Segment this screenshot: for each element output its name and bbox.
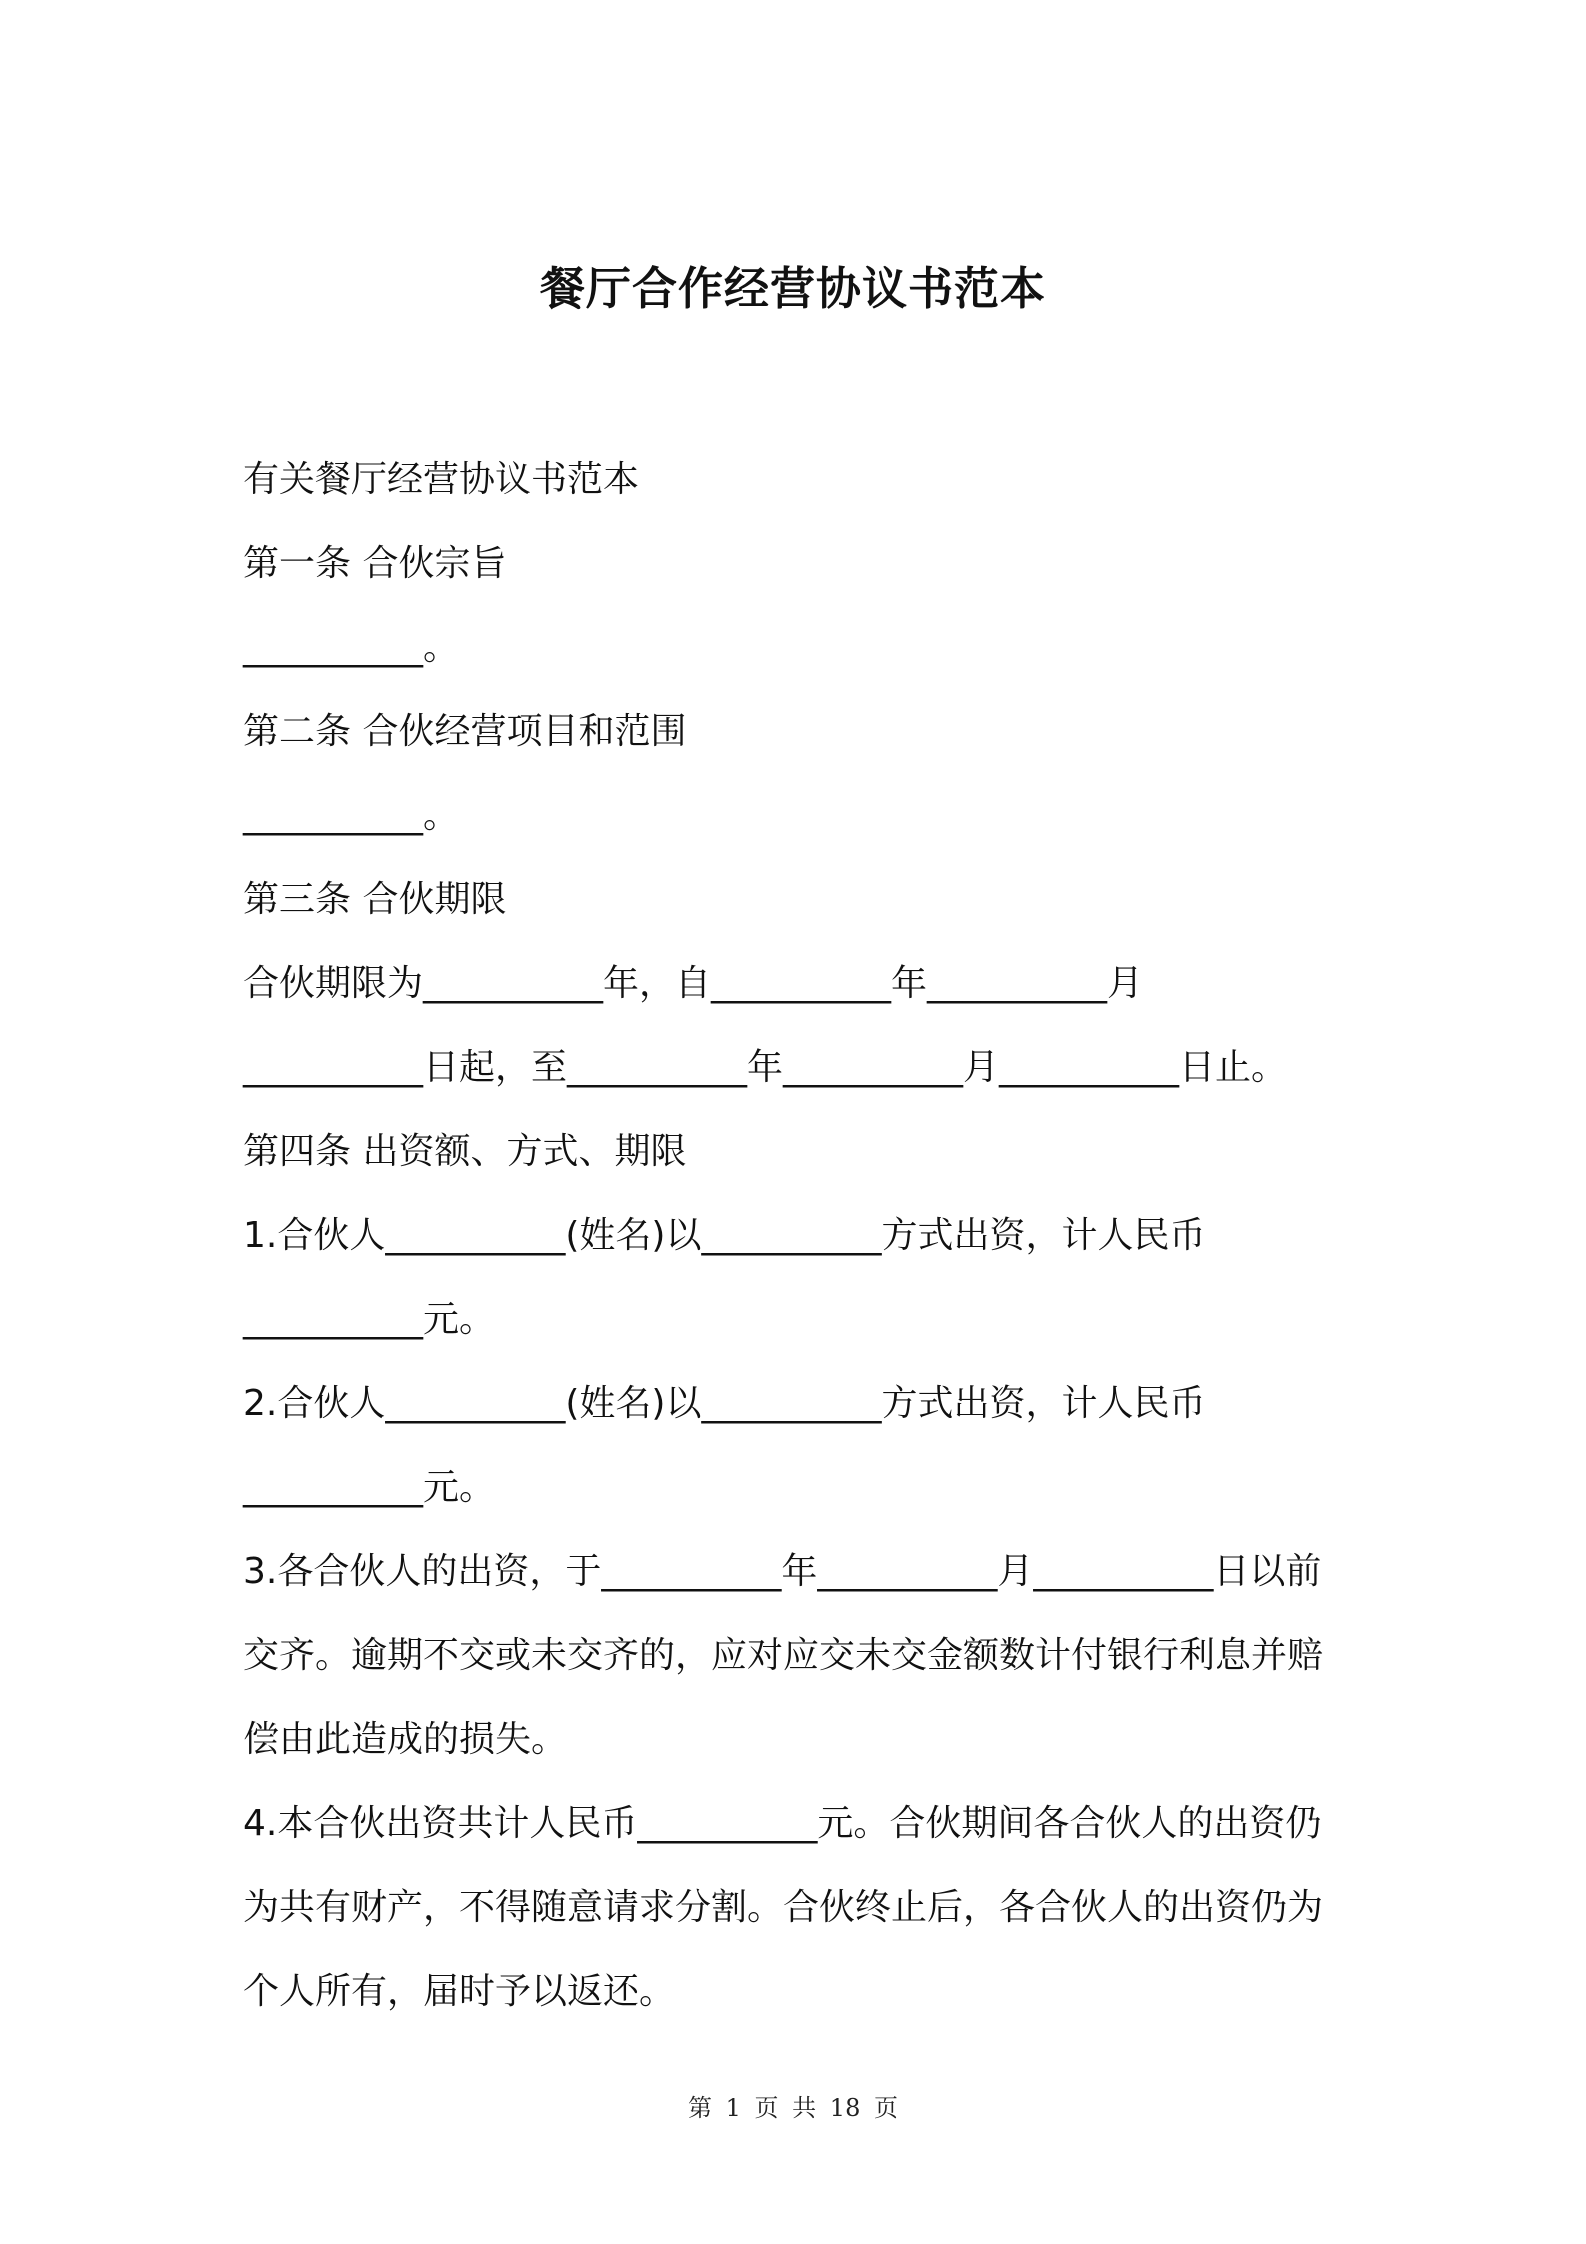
article-2-blank: __________。 bbox=[243, 795, 460, 836]
article-4-heading: 第四条 出资额、方式、期限 bbox=[243, 1131, 687, 1172]
article-4-item-2-line-2: __________元。 bbox=[243, 1467, 496, 1508]
article-4-item-1-line-2: __________元。 bbox=[243, 1299, 496, 1340]
intro-heading: 有关餐厅经营协议书范本 bbox=[243, 459, 640, 500]
article-4-item-3-line-2: 交齐。逾期不交或未交齐的，应对应交未交金额数计付银行利息并赔 bbox=[243, 1635, 1324, 1676]
article-4-item-4-line-3: 个人所有，届时予以返还。 bbox=[243, 1971, 676, 2012]
article-1-heading: 第一条 合伙宗旨 bbox=[243, 543, 507, 584]
article-4-item-4-line-1: 4.本合伙出资共计人民币__________元。合伙期间各合伙人的出资仍 bbox=[243, 1803, 1322, 1844]
article-1-blank: __________。 bbox=[243, 627, 460, 668]
document-title: 餐厅合作经营协议书范本 bbox=[539, 262, 1046, 315]
article-4-item-3-line-3: 偿由此造成的损失。 bbox=[243, 1719, 568, 1760]
article-4-item-2-line-1: 2.合伙人__________(姓名)以__________方式出资，计人民币 bbox=[243, 1383, 1206, 1424]
article-2-heading: 第二条 合伙经营项目和范围 bbox=[243, 711, 687, 752]
article-3-heading: 第三条 合伙期限 bbox=[243, 879, 507, 920]
page-number: 第 1 页 共 18 页 bbox=[688, 2094, 898, 2122]
article-4-item-3-line-1: 3.各合伙人的出资，于__________年__________月__________日以前 bbox=[243, 1551, 1322, 1592]
article-3-line-1: 合伙期限为__________年，自__________年__________月 bbox=[243, 963, 1144, 1004]
article-4-item-4-line-2: 为共有财产，不得随意请求分割。合伙终止后，各合伙人的出资仍为 bbox=[243, 1887, 1324, 1928]
article-4-item-1-line-1: 1.合伙人__________(姓名)以__________方式出资，计人民币 bbox=[243, 1215, 1206, 1256]
article-3-line-2: __________日起，至__________年__________月__________日止。 bbox=[243, 1047, 1288, 1088]
